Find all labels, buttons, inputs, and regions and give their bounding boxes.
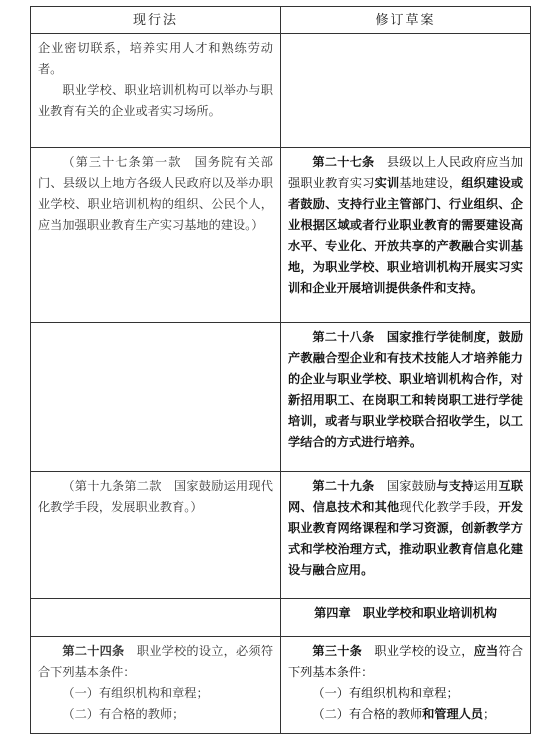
added-text: 开发职业教育网络课程和学习资源，创新教学方式和学校治理方式，推动职业教育信息化建设与融合应用。 <box>288 500 524 577</box>
table-row <box>31 148 531 323</box>
text-span: 基地建设， <box>399 176 462 190</box>
header-current-law: 现行法 <box>31 7 281 34</box>
table-header-row <box>31 7 531 34</box>
added-text: 与支持 <box>436 479 474 493</box>
current-law-cell <box>31 472 281 599</box>
article-number: 第三十条 <box>312 644 362 658</box>
added-text: 国家推行学徒制度，鼓励产教融合型企业和有技术技能人才培养能力的企业与职业学校、职业培训机构合作，对新招用职工、在岗职工和转岗职工进行学徒培训，或者与职业学校联合招收学生，以工学结合的方式进行培养。 <box>288 330 524 449</box>
revised-draft-cell <box>281 148 531 323</box>
article-number: 第二十四条 <box>62 644 125 658</box>
header-revised-draft: 修订草案 <box>281 7 531 34</box>
text-span: 职业学校的设立， <box>374 644 474 658</box>
text-span: 职业学校的设立，必须符合下列基本条件： <box>38 644 274 679</box>
added-text: 应当 <box>473 644 499 658</box>
paragraph <box>288 152 523 299</box>
chapter-heading: 第四章 职业学校和职业培训机构 <box>281 599 531 637</box>
added-text: 组织建设或者鼓励、支持行业主管部门、行业组织、企业根据区域或者行业职业教育的需要建设高水平、专业化、开放共享的产教融合实训基地，为职业学校、职业培训机构开展实习实训和企业开展培训提供条件和支持。 <box>288 176 524 295</box>
comparison-table <box>30 6 531 734</box>
current-law-cell <box>31 599 281 637</box>
current-law-cell <box>31 637 281 734</box>
table-row <box>31 323 531 472</box>
current-law-cell <box>31 323 281 472</box>
current-law-cell <box>31 34 281 148</box>
paragraph <box>288 327 523 453</box>
added-text: 和管理人员 <box>422 707 484 721</box>
paragraph: （第三十七条第一款 国务院有关部门、县级以上地方各级人民政府以及举办职业学校、职业培训机构的组织、公民个人，应当加强职业教育生产实习基地的建设。） <box>38 155 273 232</box>
revised-draft-cell <box>281 323 531 472</box>
text-span: 符合下列基本条件： <box>288 644 524 679</box>
paragraph: 企业密切联系，培养实用人才和熟练劳动者。 <box>38 41 273 76</box>
text-span: 现代化教学手段， <box>399 500 499 514</box>
revised-draft-cell <box>281 472 531 599</box>
text-span: 国家鼓励 <box>386 479 437 493</box>
list-item: （一）有组织机构和章程； <box>62 686 209 700</box>
article-number: 第二十八条 <box>312 330 375 344</box>
current-law-cell <box>31 148 281 323</box>
text-span: 运用 <box>473 479 499 493</box>
revised-draft-cell <box>281 34 531 148</box>
list-item <box>288 704 523 725</box>
list-item: （一）有组织机构和章程； <box>312 686 459 700</box>
table-row <box>31 599 531 637</box>
table-row <box>31 637 531 734</box>
paragraph <box>38 641 273 683</box>
paragraph <box>288 476 523 581</box>
table-row <box>31 472 531 599</box>
paragraph: （第十九条第二款 国家鼓励运用现代化教学手段，发展职业教育。） <box>38 479 273 514</box>
revised-draft-cell <box>281 637 531 734</box>
text-span: （二）有合格的教师 <box>312 707 423 721</box>
article-number: 第二十九条 <box>312 479 375 493</box>
article-number: 第二十七条 <box>312 155 375 169</box>
text-span: ； <box>483 707 496 721</box>
paragraph: 职业学校、职业培训机构可以举办与职业教育有关的企业或者实习场所。 <box>38 83 273 118</box>
paragraph <box>288 641 523 683</box>
added-text: 互联网、信息技术和其他 <box>288 479 524 514</box>
list-item: （二）有合格的教师； <box>62 707 185 721</box>
added-text: 实训 <box>374 176 400 190</box>
text-span: 县级以上人民政府应当加强职业教育实习 <box>288 155 524 190</box>
table-row <box>31 34 531 148</box>
